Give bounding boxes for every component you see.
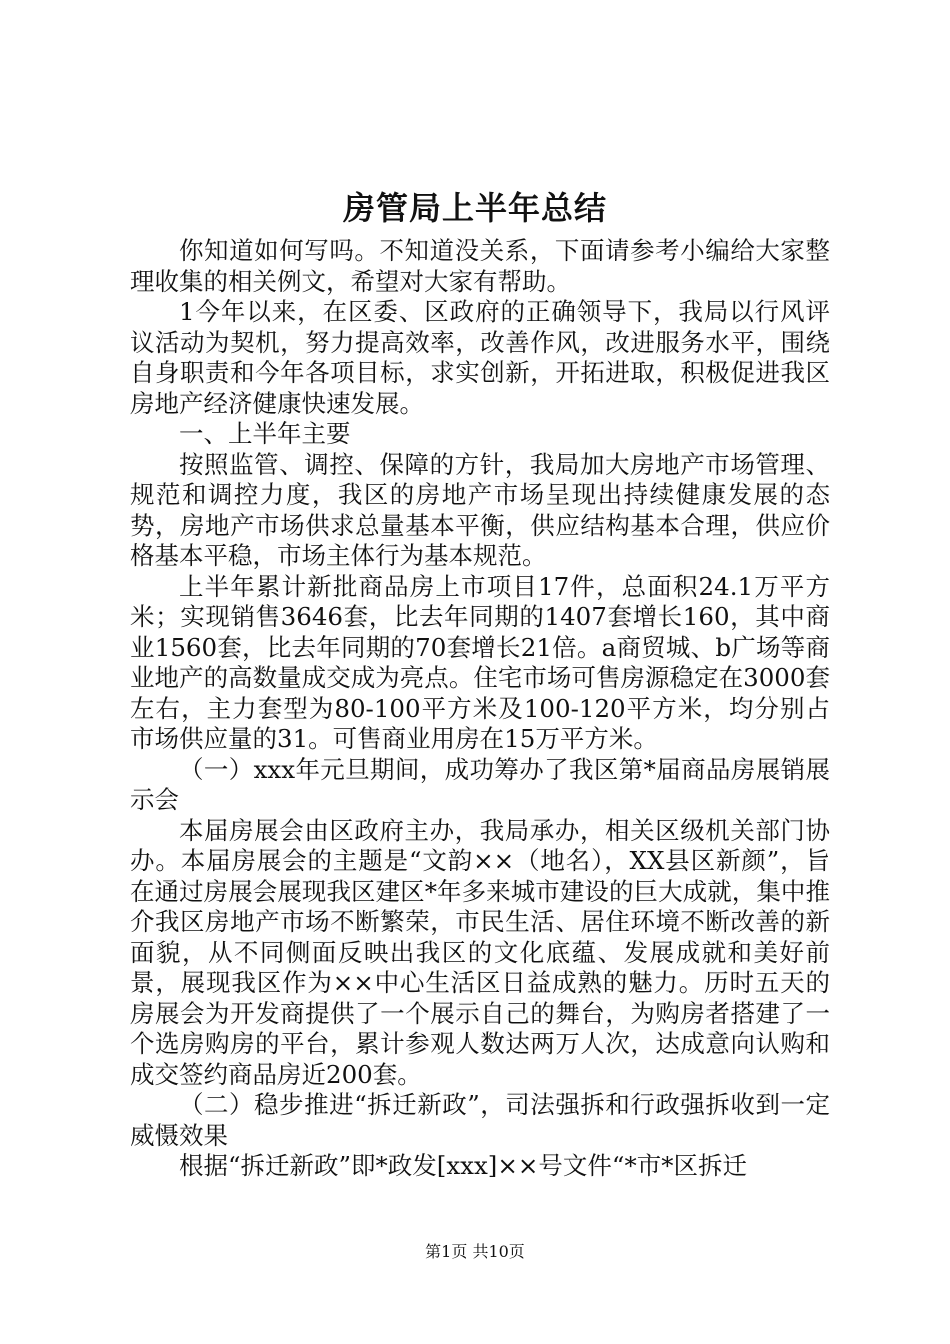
- section-heading-1: 一、上半年主要: [179, 419, 351, 448]
- subsection-heading-2: （二）稳步推进“拆迁新政”，司法强拆和行政强拆收到一定威慑效果: [130, 1090, 830, 1150]
- paragraph-intro: 你知道如何写吗。不知道没关系，下面请参考小编给大家整理收集的相关例文，希望对大家有帮助。: [130, 236, 830, 296]
- page-footer: 第1页 共10页: [425, 1242, 525, 1261]
- paragraph-demolition-policy: 根据“拆迁新政”即*政发[xxx]××号文件“*市*区拆迁: [179, 1151, 747, 1180]
- paragraph-sales-stats: 上半年累计新批商品房上市项目17件，总面积24.1万平方米；实现销售3646套，比去年同期的1407套增长160，其中商业1560套，比去年同期的70套增长21倍。a商贸城、b广场等商业地产的高数量成交成为亮点。住宅市场可售房源稳定在3000套左右，主力套型为80-100平方米及100-120平方米，均分别占市场供应量的31。可售商业用房在15万平方米。: [130, 571, 830, 753]
- paragraph-overview: 1今年以来，在区委、区政府的正确领导下，我局以行风评议活动为契机，努力提高效率，改善作风，改进服务水平，围绕自身职责和今年各项目标，求实创新，开拓进取，积极促进我区房地产经济健康快速发展。: [130, 297, 830, 418]
- document-body: [130, 236, 830, 1182]
- paragraph-housing-expo: 本届房展会由区政府主办，我局承办，相关区级机关部门协办。本届房展会的主题是“文韵××（地名），XX县区新颜”，旨在通过房展会展现我区建区*年多来城市建设的巨大成就，集中推介我区房地产市场不断繁荣，市民生活、居住环境不断改善的新面貌，从不同侧面反映出我区的文化底蕴、发展成就和美好前景，展现我区作为××中心生活区日益成熟的魅力。历时五天的房展会为开发商提供了一个展示自己的舞台，为购房者搭建了一个选房购房的平台，累计参观人数达两万人次，达成意向认购和成交签约商品房近200套。: [130, 815, 830, 1089]
- subsection-heading-1: （一）xxx年元旦期间，成功筹办了我区第*届商品房展销展示会: [130, 754, 830, 814]
- document-title: 房管局上半年总结: [342, 189, 607, 227]
- paragraph-market-policy: 按照监管、调控、保障的方针，我局加大房地产市场管理、规范和调控力度，我区的房地产市场呈现出持续健康发展的态势，房地产市场供求总量基本平衡，供应结构基本合理，供应价格基本平稳，市场主体行为基本规范。: [130, 449, 830, 570]
